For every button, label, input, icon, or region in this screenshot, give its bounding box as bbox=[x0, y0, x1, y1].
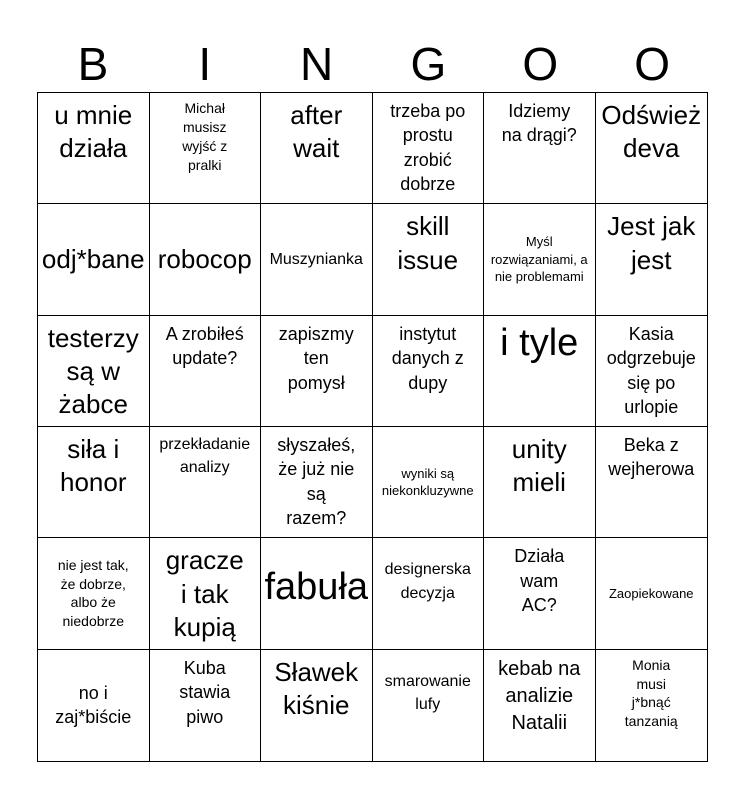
bingo-cell[interactable] bbox=[150, 316, 262, 427]
cell-text: fabuła bbox=[264, 566, 369, 609]
bingo-cell[interactable] bbox=[596, 93, 708, 204]
bingo-cell[interactable] bbox=[596, 204, 708, 315]
cell-text: Kuba stawia piwo bbox=[179, 657, 231, 727]
cell-text: Odśwież deva bbox=[601, 100, 702, 164]
bingo-cell[interactable] bbox=[596, 316, 708, 427]
cell-text: nie jest tak, że dobrze, albo że niedobrze bbox=[57, 556, 129, 630]
cell-text: wyniki są niekonkluzywne bbox=[381, 465, 474, 499]
cell-text: testerzy są w żabce bbox=[47, 322, 139, 420]
bingo-cell[interactable] bbox=[150, 427, 262, 538]
cell-text: Kasia odgrzebuje się po urlopie bbox=[606, 323, 696, 418]
header-letter-g: G bbox=[410, 38, 447, 90]
bingo-header bbox=[37, 36, 708, 92]
bingo-cell[interactable] bbox=[373, 650, 485, 761]
bingo-cell[interactable] bbox=[261, 538, 373, 649]
header-letter-o2: O bbox=[634, 38, 670, 90]
bingo-cell[interactable] bbox=[150, 650, 262, 761]
cell-text: Michał musisz wyjść z pralki bbox=[182, 100, 228, 173]
bingo-cell[interactable] bbox=[261, 204, 373, 315]
cell-text: odj*bane bbox=[41, 243, 145, 274]
bingo-cell[interactable] bbox=[373, 427, 485, 538]
bingo-cell[interactable] bbox=[484, 538, 596, 649]
header-letter-o: O bbox=[522, 38, 559, 90]
bingo-cell[interactable] bbox=[373, 316, 485, 427]
bingo-cell[interactable] bbox=[38, 427, 150, 538]
bingo-cell[interactable] bbox=[484, 427, 596, 538]
cell-text: Monia musi j*bnąć tanzanią bbox=[624, 656, 678, 730]
bingo-cell[interactable] bbox=[596, 650, 708, 761]
bingo-cell[interactable] bbox=[596, 538, 708, 649]
cell-text: no i zaj*biście bbox=[55, 682, 132, 728]
cell-text: siła i honor bbox=[60, 434, 127, 498]
cell-text: robocop bbox=[157, 243, 252, 274]
bingo-cell[interactable] bbox=[373, 93, 485, 204]
cell-text: designerska decyzja bbox=[384, 561, 471, 602]
bingo-cell[interactable] bbox=[484, 316, 596, 427]
cell-text: zapiszmy ten pomysł bbox=[278, 323, 354, 393]
cell-text: unity mieli bbox=[511, 434, 567, 498]
cell-text: Idziemy na drągi? bbox=[501, 101, 577, 146]
bingo-board bbox=[37, 92, 708, 762]
bingo-cell[interactable] bbox=[261, 93, 373, 204]
bingo-cell[interactable] bbox=[373, 538, 485, 649]
bingo-cell[interactable] bbox=[261, 650, 373, 761]
bingo-cell[interactable] bbox=[373, 204, 485, 315]
cell-text: trzeba po prostu zrobić dobrze bbox=[390, 101, 466, 195]
bingo-cell[interactable] bbox=[484, 650, 596, 761]
bingo-cell[interactable] bbox=[150, 538, 262, 649]
cell-text: Muszynianka bbox=[269, 250, 363, 268]
cell-text: gracze i tak kupią bbox=[165, 545, 244, 642]
cell-text: u mnie działa bbox=[54, 100, 133, 164]
cell-text: Jest jak jest bbox=[607, 211, 696, 275]
cell-text: A zrobiłeś update? bbox=[165, 323, 244, 369]
bingo-cell[interactable] bbox=[150, 204, 262, 315]
bingo-cell[interactable] bbox=[38, 204, 150, 315]
header-letter-b: B bbox=[77, 38, 109, 90]
header-letter-i: I bbox=[198, 38, 212, 90]
bingo-cell[interactable] bbox=[150, 93, 262, 204]
cell-text: smarowanie lufy bbox=[384, 672, 471, 713]
cell-text: skill issue bbox=[397, 211, 459, 275]
bingo-cell[interactable] bbox=[261, 316, 373, 427]
cell-text: kebab na analizie Natalii bbox=[498, 657, 581, 735]
bingo-cell[interactable] bbox=[261, 427, 373, 538]
cell-text: Działa wam AC? bbox=[514, 546, 565, 616]
cell-text: i tyle bbox=[500, 321, 579, 364]
cell-text: słyszałeś, że już nie są razem? bbox=[277, 435, 356, 529]
bingo-cell[interactable] bbox=[38, 316, 150, 427]
cell-text: Zaopiekowane bbox=[608, 585, 694, 601]
cell-text: przekładanie analizy bbox=[159, 436, 251, 477]
cell-text: Sławek kiśnie bbox=[274, 656, 359, 720]
cell-text: Myśl rozwiązaniami, a nie problemami bbox=[490, 234, 588, 285]
bingo-cell[interactable] bbox=[596, 427, 708, 538]
bingo-cell[interactable] bbox=[484, 93, 596, 204]
bingo-cell[interactable] bbox=[38, 93, 150, 204]
cell-text: instytut danych z dupy bbox=[391, 323, 464, 393]
bingo-cell[interactable] bbox=[484, 204, 596, 315]
header-letter-n: N bbox=[299, 38, 334, 90]
cell-text: after wait bbox=[290, 100, 343, 164]
bingo-cell[interactable] bbox=[38, 538, 150, 649]
bingo-cell[interactable] bbox=[38, 650, 150, 761]
cell-text: Beka z wejherowa bbox=[608, 435, 695, 480]
